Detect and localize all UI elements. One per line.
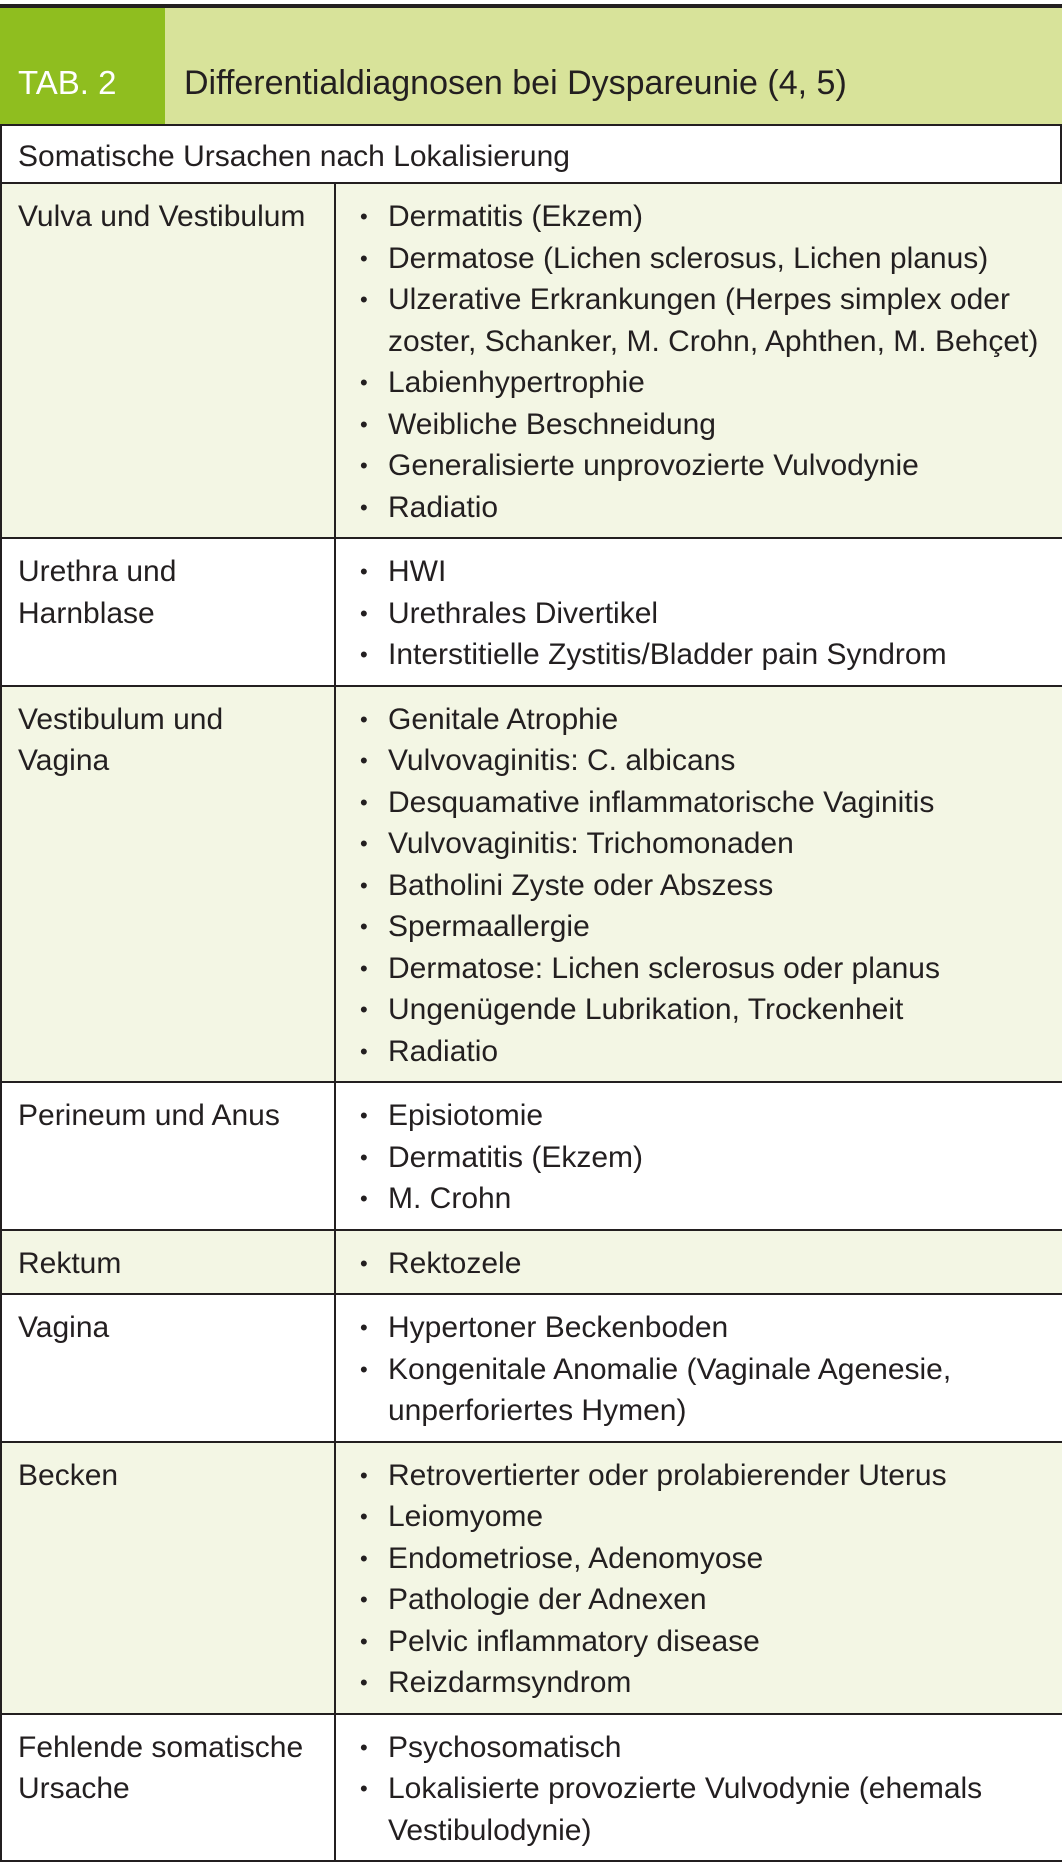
diagnosis-list	[352, 1727, 1048, 1852]
diagnosis-item: • Episiotomie	[388, 1095, 1048, 1137]
table-row	[1, 538, 1062, 686]
location-label: Urethra und Harnblase	[18, 555, 177, 630]
diagnosis-item: • Reizdarmsyndrom	[388, 1662, 1048, 1704]
diagnosis-item: • Pathologie der Adnexen	[388, 1579, 1048, 1621]
diagnosis-item: • Kongenitale Anomalie (Vaginale Agenesie, unperforiertes Hymen)	[388, 1349, 1048, 1432]
diagnoses-cell	[335, 1714, 1062, 1862]
diagnoses-cell	[335, 1294, 1062, 1442]
diagnosis-item: • Radiatio	[388, 487, 1048, 529]
diagnosis-rows	[1, 183, 1062, 1861]
diagnoses-cell	[335, 538, 1062, 686]
diagnosis-item: • Ulzerative Erkrankungen (Herpes simplex oder zoster, Schanker, M. Crohn, Aphthen, M. Behçet)	[388, 279, 1048, 362]
diagnosis-item: • HWI	[388, 551, 1048, 593]
diagnosis-list	[352, 1455, 1048, 1704]
diagnosis-item: • Weibliche Beschneidung	[388, 404, 1048, 446]
diagnosis-item: • Endometriose, Adenomyose	[388, 1538, 1048, 1580]
diagnosis-item: • Ungenügende Lubrikation, Trockenheit	[388, 989, 1048, 1031]
table-row	[1, 1442, 1062, 1714]
location-cell	[1, 183, 335, 538]
diagnosis-item: • Rektozele	[388, 1243, 1048, 1285]
location-cell	[1, 686, 335, 1083]
diagnosis-list	[352, 551, 1048, 676]
diagnosis-item: • Pelvic inflammatory disease	[388, 1621, 1048, 1663]
location-cell	[1, 1442, 335, 1714]
table-number-badge	[0, 8, 165, 124]
section-heading-row	[0, 126, 1062, 182]
diagnosis-table-body	[0, 182, 1062, 1862]
location-cell	[1, 1230, 335, 1295]
location-label: Fehlende somatische Ursache	[18, 1730, 304, 1805]
diagnosis-item: • Urethrales Divertikel	[388, 593, 1048, 635]
diagnosis-list	[352, 1307, 1048, 1432]
diagnosis-item: • Dermatitis (Ekzem)	[388, 196, 1048, 238]
location-label: Becken	[18, 1458, 119, 1492]
table-row	[1, 183, 1062, 538]
table-title: Differentialdiagnosen bei Dyspareunie (4, 5)	[184, 64, 847, 102]
diagnosis-item: • Generalisierte unprovozierte Vulvodynie	[388, 445, 1048, 487]
section-heading: Somatische Ursachen nach Lokalisierung	[18, 140, 570, 173]
diagnosis-list	[352, 699, 1048, 1073]
diagnosis-item: • Dermatose (Lichen sclerosus, Lichen planus)	[388, 238, 1048, 280]
table-row	[1, 1294, 1062, 1442]
diagnosis-item: • Spermaallergie	[388, 906, 1048, 948]
diagnosis-item: • Genitale Atrophie	[388, 699, 1048, 741]
diagnosis-item: • Labienhypertrophie	[388, 362, 1048, 404]
table-row	[1, 1230, 1062, 1295]
diagnoses-cell	[335, 1442, 1062, 1714]
diagnosis-item: • Interstitielle Zystitis/Bladder pain Syndrom	[388, 634, 1048, 676]
table-row	[1, 1082, 1062, 1230]
table-row	[1, 1714, 1062, 1862]
location-label: Perineum und Anus	[18, 1099, 280, 1132]
diagnosis-item: • Retrovertierter oder prolabierender Uterus	[388, 1455, 1048, 1497]
location-cell	[1, 1294, 335, 1442]
diagnosis-list	[352, 1243, 1048, 1285]
diagnosis-item: • Dermatitis (Ekzem)	[388, 1137, 1048, 1179]
location-cell	[1, 1082, 335, 1230]
diagnoses-cell	[335, 1082, 1062, 1230]
table-number: TAB. 2	[18, 64, 117, 101]
diagnoses-cell	[335, 183, 1062, 538]
location-label: Vagina	[18, 1311, 110, 1344]
location-label: Rektum	[18, 1246, 122, 1280]
diagnosis-item: • Radiatio	[388, 1031, 1048, 1073]
diagnosis-item: • Desquamative inflammatorische Vaginitis	[388, 782, 1048, 824]
table-header	[0, 8, 1062, 124]
diagnosis-item: • Vulvovaginitis: C. albicans	[388, 740, 1048, 782]
location-cell	[1, 1714, 335, 1862]
diagnosis-item: • Dermatose: Lichen sclerosus oder planus	[388, 948, 1048, 990]
diagnosis-item: • Hypertoner Beckenboden	[388, 1307, 1048, 1349]
diagnoses-cell	[335, 686, 1062, 1083]
diagnosis-item: • Batholini Zyste oder Abszess	[388, 865, 1048, 907]
diagnoses-cell	[335, 1230, 1062, 1295]
diagnosis-item: • Vulvovaginitis: Trichomonaden	[388, 823, 1048, 865]
diagnosis-item: • Psychosomatisch	[388, 1727, 1048, 1769]
location-label: Vulva und Vestibulum	[18, 200, 306, 233]
diagnosis-list	[352, 1095, 1048, 1220]
diagnosis-item: • Leiomyome	[388, 1496, 1048, 1538]
diagnosis-list	[352, 196, 1048, 528]
diagnosis-item: • Lokalisierte provozierte Vulvodynie (ehemals Vestibulodynie)	[388, 1768, 1048, 1851]
table-row	[1, 686, 1062, 1083]
location-cell	[1, 538, 335, 686]
location-label: Vestibulum und Vagina	[18, 702, 224, 777]
diagnosis-item: • M. Crohn	[388, 1178, 1048, 1220]
